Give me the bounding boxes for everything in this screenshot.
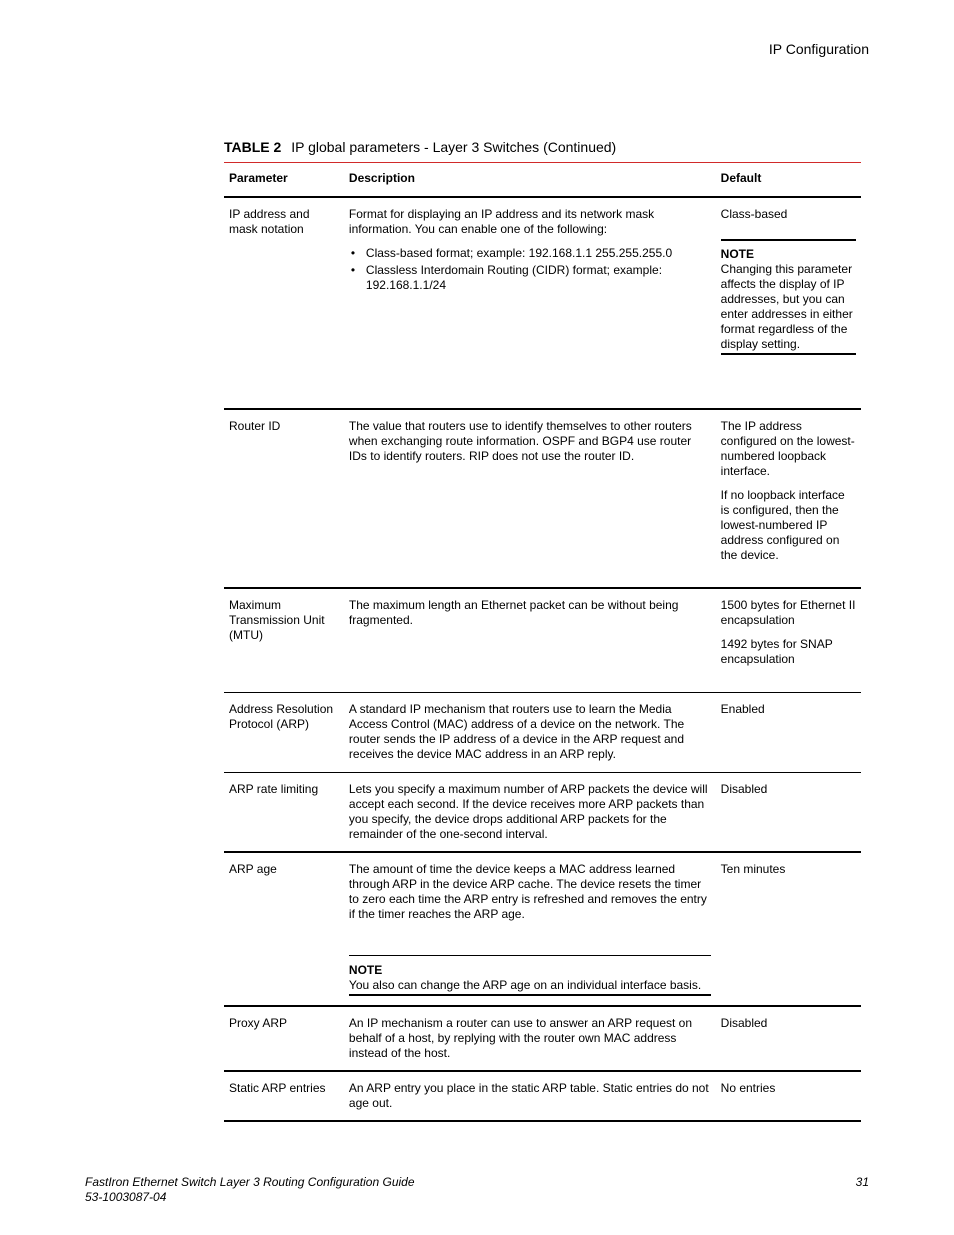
table-caption bbox=[224, 139, 861, 155]
table-row bbox=[224, 772, 861, 852]
default-cell bbox=[716, 588, 861, 692]
header-parameter: Parameter bbox=[224, 163, 344, 197]
parameter-cell: Router ID bbox=[224, 409, 344, 588]
description-cell: The maximum length an Ethernet packet can be without being fragmented. bbox=[344, 588, 716, 692]
parameter-cell: Proxy ARP bbox=[224, 1006, 344, 1071]
table-header-row bbox=[224, 163, 861, 197]
description-cell: An ARP entry you place in the static ARP table. Static entries do not age out. bbox=[344, 1071, 716, 1121]
list-item: • Classless Interdomain Routing (CIDR) format; example: 192.168.1.1/24 bbox=[349, 263, 711, 293]
parameter-cell: ARP rate limiting bbox=[224, 772, 344, 852]
list-item: • Class-based format; example: 192.168.1.1 255.255.255.0 bbox=[349, 246, 711, 261]
default-cell: Disabled bbox=[716, 1006, 861, 1071]
default-cell: Enabled bbox=[716, 692, 861, 772]
default-text: 1500 bytes for Ethernet II encapsulation bbox=[720, 598, 856, 627]
table-row bbox=[224, 1071, 861, 1121]
table-row bbox=[224, 1006, 861, 1071]
note-box bbox=[721, 239, 856, 355]
header-description: Description bbox=[344, 163, 716, 197]
description-text: Format for displaying an IP address and its network mask information. You can enable one of the following: bbox=[348, 207, 655, 236]
parameter-cell: Address Resolution Protocol (ARP) bbox=[224, 692, 344, 772]
table-caption-text: IP global parameters - Layer 3 Switches (Continued) bbox=[291, 139, 617, 155]
table-row bbox=[224, 692, 861, 772]
table-row bbox=[224, 197, 861, 409]
default-text: The IP address configured on the lowest-numbered loopback interface. bbox=[720, 419, 855, 478]
table-caption-label: TABLE 2 bbox=[224, 139, 282, 155]
parameter-cell: Static ARP entries bbox=[224, 1071, 344, 1121]
parameter-cell: IP address and mask notation bbox=[224, 197, 344, 409]
parameter-cell: ARP age bbox=[224, 852, 344, 1006]
table-row bbox=[224, 409, 861, 588]
description-cell bbox=[344, 197, 716, 409]
default-cell: Ten minutes bbox=[716, 852, 861, 1006]
note-text: You also can change the ARP age on an individual interface basis. bbox=[348, 978, 702, 992]
footer bbox=[85, 1175, 415, 1205]
table-row bbox=[224, 852, 861, 1006]
default-text: 1492 bytes for SNAP encapsulation bbox=[720, 637, 833, 666]
table-row bbox=[224, 588, 861, 692]
default-cell bbox=[716, 409, 861, 588]
note-title: NOTE bbox=[348, 963, 383, 977]
page-number: 31 bbox=[855, 1175, 869, 1189]
note-text: Changing this parameter affects the display of IP addresses, but you can enter addresses in either format regardless of the display setting. bbox=[720, 262, 853, 351]
footer-guide-title: FastIron Ethernet Switch Layer 3 Routing Configuration Guide bbox=[85, 1175, 415, 1189]
description-cell: A standard IP mechanism that routers use to learn the Media Access Control (MAC) address of a device on the network. The router sends the IP address of a device in the ARP request and receives the device MAC address in an ARP reply. bbox=[344, 692, 716, 772]
footer-doc-number: 53-1003087-04 bbox=[85, 1190, 167, 1204]
note-box bbox=[349, 955, 711, 996]
default-cell: No entries bbox=[716, 1071, 861, 1121]
ip-global-parameters-table bbox=[224, 163, 861, 1122]
description-text: The amount of time the device keeps a MAC address learned through ARP in the device ARP cache. The device resets the timer to zero each time the ARP entry is refreshed and removes the entry if the timer reaches the ARP age. bbox=[348, 862, 707, 921]
description-cell: The value that routers use to identify themselves to other routers when exchanging route information. OSPF and BGP4 use router IDs to identify routers. RIP does not use the router ID. bbox=[344, 409, 716, 588]
default-text: Class-based bbox=[720, 207, 788, 221]
default-cell: Disabled bbox=[716, 772, 861, 852]
default-text: If no loopback interface is configured, then the lowest-numbered IP address configured on the device. bbox=[720, 488, 845, 562]
description-cell bbox=[344, 852, 716, 1006]
default-cell bbox=[716, 197, 861, 409]
format-options-list bbox=[349, 246, 711, 293]
description-cell: Lets you specify a maximum number of ARP packets the device will accept each second. If the device receives more ARP packets than you specify, the device drops additional ARP packets for the remainder of the one-second interval. bbox=[344, 772, 716, 852]
note-title: NOTE bbox=[720, 247, 754, 261]
parameter-cell: Maximum Transmission Unit (MTU) bbox=[224, 588, 344, 692]
header-default: Default bbox=[716, 163, 861, 197]
description-cell: An IP mechanism a router can use to answer an ARP request on behalf of a host, by replying with the router own MAC address instead of the host. bbox=[344, 1006, 716, 1071]
running-head: IP Configuration bbox=[768, 41, 869, 57]
